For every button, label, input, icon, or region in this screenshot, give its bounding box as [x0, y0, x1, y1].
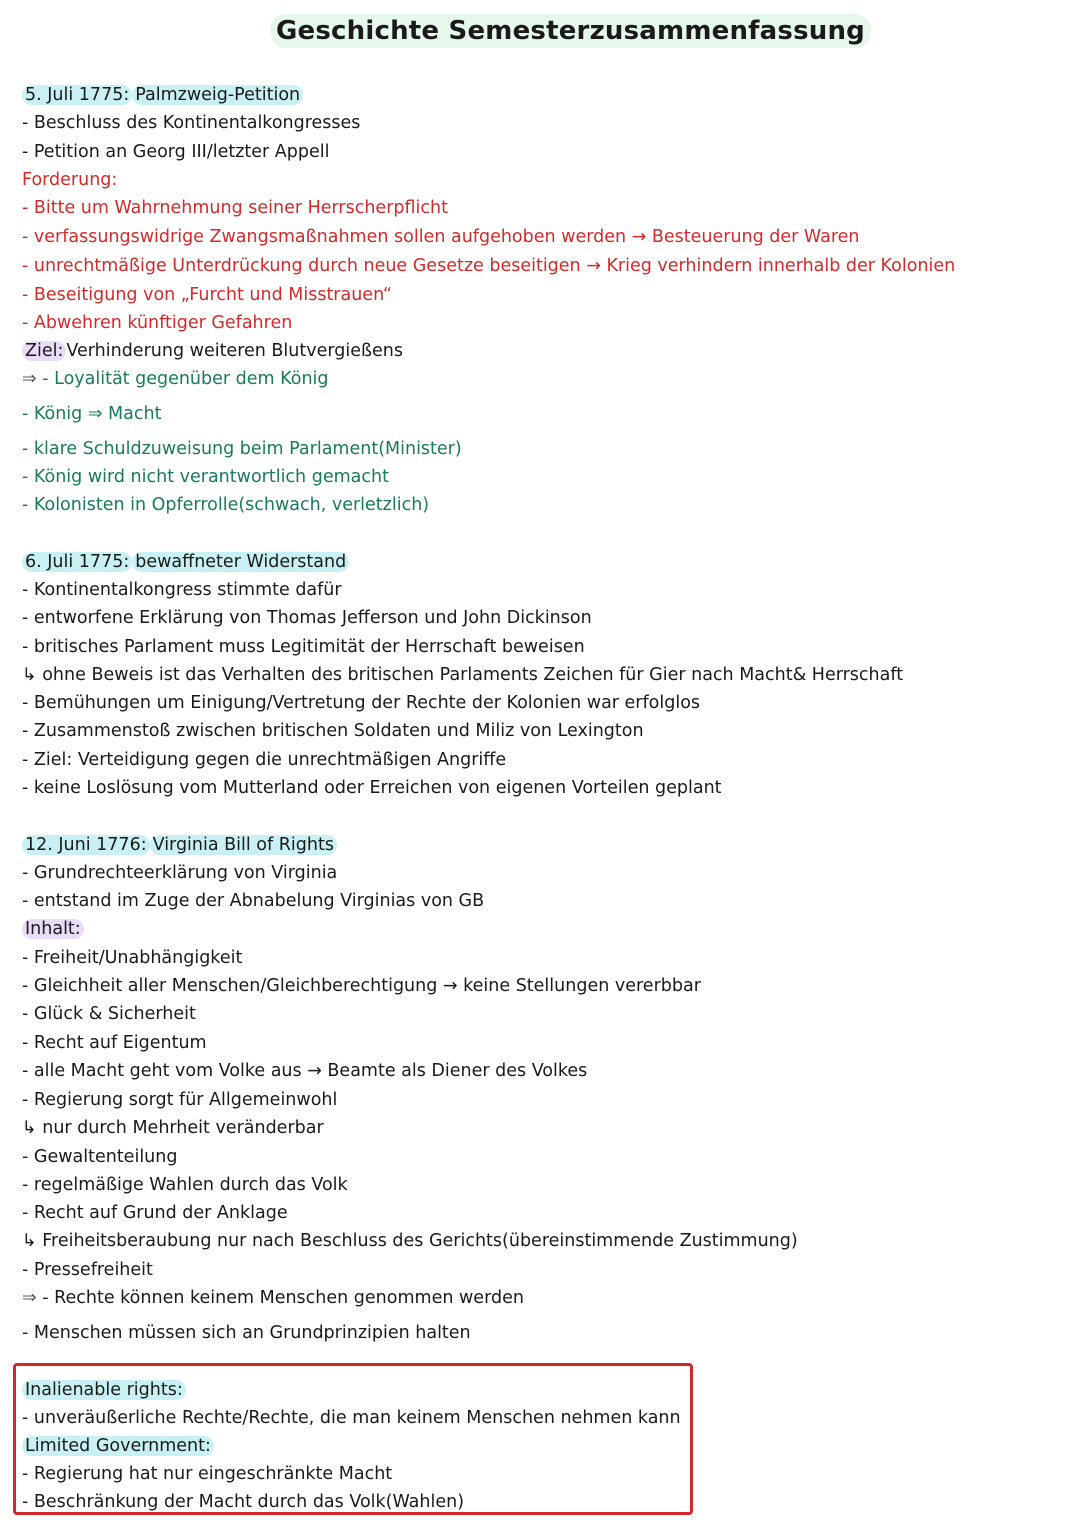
definition-item: - Regierung hat nur eingeschränkte Macht: [22, 1464, 393, 1484]
section-heading-virginia: [22, 833, 337, 857]
list-item: - Zusammenstoß zwischen britischen Soldaten und Miliz von Lexington: [22, 721, 644, 741]
list-item: - keine Loslösung vom Mutterland oder Erreichen von eigenen Vorteilen geplant: [22, 778, 722, 798]
list-item: ↳ ohne Beweis ist das Verhalten des britischen Parlaments Zeichen für Gier nach Macht& Herrschaft: [22, 665, 904, 685]
section-title: Palmzweig-Petition: [132, 85, 303, 105]
term-limited-government: Limited Government:: [22, 1436, 214, 1456]
term-inalienable-rights: Inalienable rights:: [22, 1380, 186, 1400]
term-line: [22, 1434, 214, 1458]
content-label-line: [22, 917, 84, 941]
section-title: bewaffneter Widerstand: [132, 552, 349, 572]
conclusion-item: - König wird nicht verantwortlich gemacht: [22, 467, 389, 487]
demand-item: - unrechtmäßige Unterdrückung durch neue Gesetze beseitigen → Krieg verhindern innerhalb der Kolonien: [22, 256, 956, 276]
content-item: - Glück & Sicherheit: [22, 1004, 196, 1024]
definition-item: - unveräußerliche Rechte/Rechte, die man keinem Menschen nehmen kann: [22, 1408, 681, 1428]
section-heading-widerstand: [22, 550, 349, 574]
conclusion-item: - König ⇒ Macht: [22, 404, 162, 424]
page-title: Geschichte Semesterzusammenfassung: [270, 14, 871, 48]
demand-item: - verfassungswidrige Zwangsmaßnahmen sollen aufgehoben werden → Besteuerung der Waren: [22, 227, 860, 247]
section-heading-palmzweig: [22, 83, 303, 107]
conclusion-item: - Loyalität gegenüber dem König: [42, 369, 329, 389]
list-item: - britisches Parlament muss Legitimität der Herrschaft beweisen: [22, 637, 585, 657]
content-item: - Freiheit/Unabhängigkeit: [22, 948, 243, 968]
content-item: - Regierung sorgt für Allgemeinwohl: [22, 1090, 338, 1110]
conclusion-item: - Menschen müssen sich an Grundprinzipien halten: [22, 1323, 471, 1343]
list-item: - entworfene Erklärung von Thomas Jefferson und John Dickinson: [22, 608, 592, 628]
content-item: - Gleichheit aller Menschen/Gleichberechtigung → keine Stellungen vererbbar: [22, 976, 701, 996]
conclusion-line: [22, 1286, 524, 1310]
goal-label: Ziel:: [22, 341, 66, 361]
content-item: - alle Macht geht vom Volke aus → Beamte als Diener des Volkes: [22, 1061, 588, 1081]
list-item: - entstand im Zuge der Abnabelung Virginias von GB: [22, 891, 485, 911]
demand-item: - Abwehren künftiger Gefahren: [22, 313, 293, 333]
term-line: [22, 1378, 186, 1402]
content-item: ↳ nur durch Mehrheit veränderbar: [22, 1118, 324, 1138]
definition-item: - Beschränkung der Macht durch das Volk(Wahlen): [22, 1492, 465, 1512]
list-item: - Beschluss des Kontinentalkongresses: [22, 113, 361, 133]
content-item: - regelmäßige Wahlen durch das Volk: [22, 1175, 348, 1195]
conclusion-item: - Rechte können keinem Menschen genommen werden: [42, 1288, 524, 1308]
content-item: ↳ Freiheitsberaubung nur nach Beschluss des Gerichts(übereinstimmende Zustimmung): [22, 1231, 798, 1251]
section-title: Virginia Bill of Rights: [150, 835, 337, 855]
conclusion-item: - klare Schuldzuweisung beim Parlament(Minister): [22, 439, 462, 459]
goal-line: [22, 339, 403, 363]
list-item: - Ziel: Verteidigung gegen die unrechtmäßigen Angriffe: [22, 750, 507, 770]
implies-arrow-icon: ⇒: [22, 1288, 37, 1308]
implies-arrow-icon: ⇒: [22, 369, 37, 389]
date-label: 6. Juli 1775:: [22, 552, 132, 572]
content-item: - Recht auf Grund der Anklage: [22, 1203, 288, 1223]
list-item: - Petition an Georg III/letzter Appell: [22, 142, 330, 162]
list-item: - Kontinentalkongress stimmte dafür: [22, 580, 342, 600]
content-item: - Pressefreiheit: [22, 1260, 153, 1280]
content-label: Inhalt:: [22, 919, 84, 939]
conclusion-item: - Kolonisten in Opferrolle(schwach, verletzlich): [22, 495, 430, 515]
goal-text: Verhinderung weiteren Blutvergießens: [66, 341, 403, 361]
demand-item: - Bitte um Wahrnehmung seiner Herrscherpflicht: [22, 198, 448, 218]
content-item: - Recht auf Eigentum: [22, 1033, 207, 1053]
content-item: - Gewaltenteilung: [22, 1147, 178, 1167]
demand-item: - Beseitigung von „Furcht und Misstrauen“: [22, 285, 392, 305]
list-item: - Grundrechteerklärung von Virginia: [22, 863, 338, 883]
list-item: - Bemühungen um Einigung/Vertretung der Rechte der Kolonien war erfolglos: [22, 693, 701, 713]
date-label: 12. Juni 1776:: [22, 835, 150, 855]
demand-label: Forderung:: [22, 170, 118, 190]
date-label: 5. Juli 1775:: [22, 85, 132, 105]
conclusion-line: [22, 367, 329, 391]
